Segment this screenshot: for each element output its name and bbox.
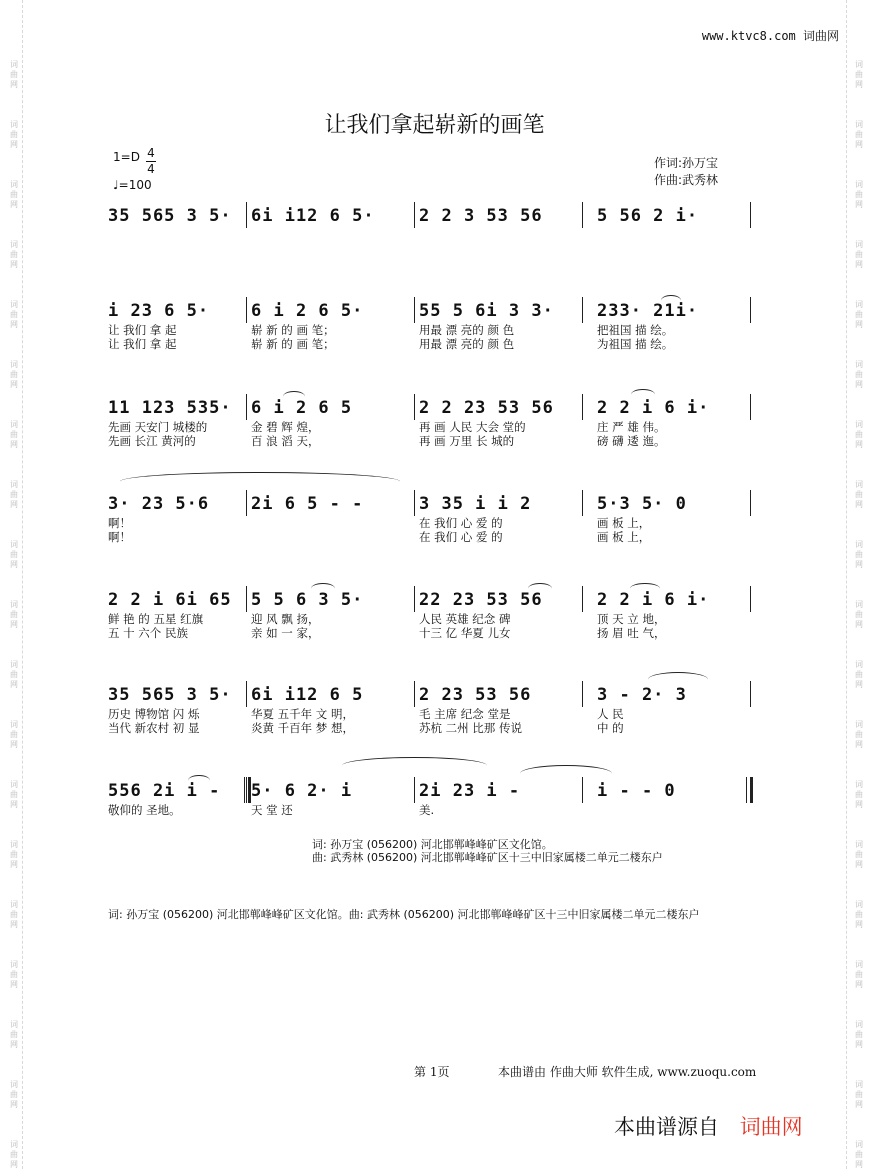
- barline: [246, 777, 247, 803]
- watermark-char: 曲: [855, 610, 863, 619]
- watermark-char: 网: [10, 980, 18, 989]
- quarter-note-icon: ♩: [113, 178, 119, 192]
- measure-notes: 5·3 5· 0: [597, 494, 687, 514]
- watermark-char: 曲: [855, 850, 863, 859]
- watermark-char: 网: [855, 380, 863, 389]
- measure-notes: 2i 6 5 - -: [251, 494, 364, 514]
- watermark-char: 网: [10, 80, 18, 89]
- measure-notes: 6i i12 6 5·: [251, 206, 375, 226]
- watermark-char: 曲: [855, 250, 863, 259]
- tie-mark: [311, 583, 335, 594]
- measure-notes: 3· 23 5·6: [108, 494, 210, 514]
- measure-notes: 35 565 3 5·: [108, 685, 232, 705]
- lyric-verse-2: 为祖国 描 绘。: [597, 337, 674, 351]
- watermark-char: 词: [855, 60, 863, 69]
- watermark-char: 词: [10, 360, 18, 369]
- barline: [414, 297, 415, 323]
- watermark-char: 词: [855, 660, 863, 669]
- barline: [750, 586, 751, 612]
- lyric-verse-1: 崭 新 的 画 笔；: [251, 323, 335, 337]
- measure-notes: 2 2 i 6 i·: [597, 590, 710, 610]
- lyric-verse-2: 百 浪 滔 天，: [251, 434, 320, 448]
- lyric-verse-2: 磅 礴 逶 迤。: [597, 434, 666, 448]
- measure-notes: 2i 23 i -: [419, 781, 521, 801]
- watermark-char: 曲: [10, 610, 18, 619]
- barline: [750, 490, 751, 516]
- lyric-verse-1: 让 我们 拿 起: [108, 323, 177, 337]
- measure-notes: 2 2 i 6i 65: [108, 590, 232, 610]
- watermark-char: 曲: [855, 70, 863, 79]
- watermark-char: 网: [10, 920, 18, 929]
- measure-notes: 2 2 3 53 56: [419, 206, 543, 226]
- measure-notes: i 23 6 5·: [108, 301, 210, 321]
- watermark-char: 词: [855, 300, 863, 309]
- lyric-verse-2: 苏杭 二州 比那 传说: [419, 721, 522, 735]
- watermark-char: 曲: [10, 970, 18, 979]
- measure-notes: 5· 6 2· i: [251, 781, 353, 801]
- watermark-char: 网: [855, 80, 863, 89]
- watermark-char: 网: [855, 260, 863, 269]
- measure-notes: 6 i 2 6 5: [251, 398, 353, 418]
- watermark-char: 网: [10, 680, 18, 689]
- left-margin-watermark-strip: [4, 0, 23, 1169]
- lyric-verse-1: 美.: [419, 803, 435, 817]
- watermark-char: 网: [855, 440, 863, 449]
- lyric-verse-2: 崭 新 的 画 笔；: [251, 337, 335, 351]
- watermark-char: 词: [10, 780, 18, 789]
- watermark-char: 网: [855, 620, 863, 629]
- watermark-char: 网: [10, 1040, 18, 1049]
- watermark-char: 曲: [855, 1090, 863, 1099]
- tie-mark: [342, 757, 487, 774]
- watermark-char: 曲: [10, 130, 18, 139]
- barline: [246, 394, 247, 420]
- watermark-char: 词: [10, 180, 18, 189]
- watermark-char: 词: [855, 360, 863, 369]
- watermark-char: 曲: [10, 1090, 18, 1099]
- barline: [750, 394, 751, 420]
- watermark-char: 网: [10, 440, 18, 449]
- watermark-char: 词: [10, 840, 18, 849]
- watermark-char: 网: [855, 500, 863, 509]
- tie-mark: [528, 583, 552, 594]
- watermark-char: 网: [10, 740, 18, 749]
- barline: [414, 490, 415, 516]
- lyric-verse-1: 人 民: [597, 707, 624, 721]
- song-title: 让我们拿起崭新的画笔: [324, 113, 545, 138]
- lyric-verse-2: 十三 亿 华夏 儿女: [419, 626, 511, 640]
- measure-notes: 3 35 i i 2: [419, 494, 532, 514]
- key-signature: 1=D: [113, 150, 140, 164]
- lyric-verse-2: 让 我们 拿 起: [108, 337, 177, 351]
- barline: [246, 681, 247, 707]
- watermark-char: 词: [855, 1140, 863, 1149]
- barline: [750, 297, 751, 323]
- lyric-verse-1: 庄 严 雄 伟。: [597, 420, 666, 434]
- watermark-char: 曲: [10, 310, 18, 319]
- watermark-char: 网: [855, 560, 863, 569]
- watermark-char: 曲: [855, 430, 863, 439]
- lyric-verse-1: 画 板 上，: [597, 516, 651, 530]
- time-signature-bottom: 4: [147, 162, 155, 176]
- watermark-char: 词: [10, 540, 18, 549]
- address-line-lyricist: 词: 孙万宝 (056200) 河北邯郸峰峰矿区文化馆。: [312, 838, 553, 851]
- watermark-char: 曲: [855, 670, 863, 679]
- barline: [582, 586, 583, 612]
- barline: [246, 586, 247, 612]
- lyric-verse-2: 啊！: [108, 530, 131, 544]
- lyric-verse-1: 人民 英雄 纪念 碑: [419, 612, 511, 626]
- watermark-char: 词: [10, 900, 18, 909]
- lyric-verse-1: 迎 风 飘 扬，: [251, 612, 320, 626]
- lyric-verse-2: 画 板 上，: [597, 530, 651, 544]
- barline: [414, 777, 415, 803]
- measure-notes: 5 56 2 i·: [597, 206, 699, 226]
- watermark-char: 网: [855, 200, 863, 209]
- lyric-verse-1: 再 画 人民 大会 堂的: [419, 420, 526, 434]
- watermark-char: 网: [855, 320, 863, 329]
- watermark-char: 词: [855, 420, 863, 429]
- lyric-verse-1: 金 碧 辉 煌，: [251, 420, 320, 434]
- phrase-slur: [120, 472, 400, 491]
- watermark-char: 词: [855, 840, 863, 849]
- measure-notes: 22 23 53 56: [419, 590, 543, 610]
- watermark-char: 网: [10, 200, 18, 209]
- watermark-char: 词: [855, 720, 863, 729]
- barline: [582, 681, 583, 707]
- watermark-char: 曲: [855, 910, 863, 919]
- measure-notes: 35 565 3 5·: [108, 206, 232, 226]
- watermark-char: 词: [10, 240, 18, 249]
- watermark-char: 曲: [10, 730, 18, 739]
- watermark-char: 网: [10, 140, 18, 149]
- tie-mark: [630, 583, 660, 594]
- lyric-verse-2: 在 我们 心 爱 的: [419, 530, 503, 544]
- measure-notes: 6i i12 6 5: [251, 685, 364, 705]
- lyric-verse-2: 用最 漂 亮的 颜 色: [419, 337, 515, 351]
- tie-mark: [661, 295, 681, 306]
- source-prefix: 本曲谱源自: [614, 1115, 719, 1139]
- watermark-char: 网: [10, 500, 18, 509]
- watermark-char: 词: [10, 120, 18, 129]
- watermark-char: 网: [10, 800, 18, 809]
- barline: [246, 297, 247, 323]
- watermark-char: 网: [855, 1160, 863, 1169]
- source-credit: [614, 1111, 803, 1141]
- watermark-char: 网: [855, 980, 863, 989]
- watermark-char: 网: [10, 1160, 18, 1169]
- composer-credit: 作曲:武秀林: [654, 173, 719, 187]
- watermark-char: 网: [855, 740, 863, 749]
- tie-mark: [520, 765, 612, 782]
- watermark-char: 曲: [10, 550, 18, 559]
- watermark-char: 网: [855, 800, 863, 809]
- time-signature-top: 4: [147, 146, 155, 160]
- measure-notes: 5 5 6 3 5·: [251, 590, 364, 610]
- measure-notes: 11 123 535·: [108, 398, 232, 418]
- watermark-char: 网: [10, 320, 18, 329]
- lyric-verse-1: 华夏 五千年 文 明，: [251, 707, 354, 721]
- measure-notes: 3 - 2· 3: [597, 685, 687, 705]
- tie-mark: [283, 391, 305, 402]
- watermark-char: 网: [855, 1040, 863, 1049]
- watermark-char: 词: [10, 1080, 18, 1089]
- watermark-char: 曲: [855, 1150, 863, 1159]
- watermark-char: 曲: [10, 250, 18, 259]
- tie-mark: [631, 389, 655, 400]
- lyric-verse-2: 中 的: [597, 721, 624, 735]
- watermark-char: 曲: [10, 670, 18, 679]
- watermark-char: 词: [855, 1020, 863, 1029]
- watermark-char: 网: [10, 380, 18, 389]
- watermark-char: 曲: [10, 70, 18, 79]
- watermark-char: 词: [10, 420, 18, 429]
- site-header[interactable]: www.ktvc8.com 词曲网: [701, 29, 839, 43]
- watermark-char: 词: [10, 60, 18, 69]
- watermark-char: 词: [10, 480, 18, 489]
- watermark-char: 曲: [855, 310, 863, 319]
- watermark-char: 网: [855, 920, 863, 929]
- watermark-char: 曲: [855, 1030, 863, 1039]
- measure-notes: 6 i 2 6 5·: [251, 301, 364, 321]
- lyricist-credit: 作词:孙万宝: [654, 156, 719, 170]
- lyric-verse-2: 扬 眉 吐 气，: [597, 626, 666, 640]
- watermark-char: 网: [855, 680, 863, 689]
- measure-notes: 55 5 6i 3 3·: [419, 301, 554, 321]
- watermark-char: 词: [855, 900, 863, 909]
- final-barline: [750, 777, 753, 803]
- measure-notes: 2 2 i 6 i·: [597, 398, 710, 418]
- watermark-char: 词: [10, 960, 18, 969]
- lyric-verse-1: 把祖国 描 绘。: [597, 323, 674, 337]
- watermark-char: 曲: [10, 850, 18, 859]
- watermark-char: 词: [855, 600, 863, 609]
- watermark-char: 词: [10, 660, 18, 669]
- barline: [582, 490, 583, 516]
- right-margin-watermark-strip: [846, 0, 865, 1169]
- watermark-char: 曲: [10, 1150, 18, 1159]
- watermark-char: 网: [10, 260, 18, 269]
- measure-notes: 233· 21i·: [597, 301, 699, 321]
- watermark-char: 曲: [10, 370, 18, 379]
- barline: [414, 681, 415, 707]
- barline: [582, 202, 583, 228]
- watermark-char: 网: [10, 620, 18, 629]
- watermark-char: 网: [10, 860, 18, 869]
- watermark-char: 曲: [855, 130, 863, 139]
- address-full-line: 词: 孙万宝 (056200) 河北邯郸峰峰矿区文化馆。曲: 武秀林 (056200) 河北邯郸峰峰矿区十三中旧家属楼二单元二楼东户: [108, 908, 700, 921]
- lyric-verse-2: 炎黄 千百年 梦 想，: [251, 721, 354, 735]
- lyric-verse-1: 天 堂 还: [251, 803, 293, 817]
- watermark-char: 网: [10, 560, 18, 569]
- barline: [414, 586, 415, 612]
- watermark-char: 网: [10, 1100, 18, 1109]
- watermark-char: 词: [855, 480, 863, 489]
- lyric-verse-1: 先画 天安门 城楼的: [108, 420, 208, 434]
- page-number: 第 1页: [414, 1065, 450, 1079]
- measure-notes: i - - 0: [597, 781, 676, 801]
- watermark-char: 词: [855, 1080, 863, 1089]
- watermark-char: 曲: [855, 970, 863, 979]
- repeat-barline: [244, 777, 245, 803]
- watermark-char: 词: [10, 720, 18, 729]
- barline: [750, 681, 751, 707]
- tie-mark: [188, 775, 210, 786]
- barline: [414, 394, 415, 420]
- address-line-composer: 曲: 武秀林 (056200) 河北邯郸峰峰矿区十三中旧家属楼二单元二楼东户: [312, 851, 663, 864]
- lyric-verse-1: 敬仰的 圣地。: [108, 803, 181, 817]
- lyric-verse-1: 用最 漂 亮的 颜 色: [419, 323, 515, 337]
- watermark-char: 曲: [855, 550, 863, 559]
- lyric-verse-2: 亲 如 一 家，: [251, 626, 320, 640]
- watermark-char: 曲: [10, 910, 18, 919]
- lyric-verse-1: 历史 博物馆 闪 烁: [108, 707, 200, 721]
- lyric-verse-1: 鲜 艳 的 五星 红旗: [108, 612, 204, 626]
- lyric-verse-2: 当代 新农村 初 显: [108, 721, 200, 735]
- lyric-verse-2: 五 十 六个 民族: [108, 626, 188, 640]
- measure-notes: 2 2 23 53 56: [419, 398, 554, 418]
- watermark-char: 曲: [855, 730, 863, 739]
- watermark-char: 词: [855, 120, 863, 129]
- watermark-char: 曲: [10, 790, 18, 799]
- tie-mark: [648, 672, 708, 687]
- barline: [750, 202, 751, 228]
- watermark-char: 词: [855, 780, 863, 789]
- watermark-char: 词: [10, 1140, 18, 1149]
- barline: [414, 202, 415, 228]
- watermark-char: 网: [855, 1100, 863, 1109]
- lyric-verse-2: 先画 长江 黄河的: [108, 434, 196, 448]
- watermark-char: 词: [855, 240, 863, 249]
- watermark-char: 曲: [10, 190, 18, 199]
- watermark-char: 网: [855, 860, 863, 869]
- lyric-verse-1: 在 我们 心 爱 的: [419, 516, 503, 530]
- measure-notes: 556 2i i -: [108, 781, 221, 801]
- watermark-char: 词: [855, 960, 863, 969]
- watermark-char: 网: [855, 140, 863, 149]
- lyric-verse-1: 啊！: [108, 516, 131, 530]
- watermark-char: 曲: [855, 490, 863, 499]
- watermark-char: 曲: [10, 430, 18, 439]
- barline: [246, 490, 247, 516]
- repeat-barline: [248, 777, 251, 803]
- watermark-char: 曲: [855, 790, 863, 799]
- barline: [246, 202, 247, 228]
- watermark-char: 词: [10, 300, 18, 309]
- watermark-char: 词: [855, 540, 863, 549]
- watermark-char: 词: [10, 1020, 18, 1029]
- generator-credit[interactable]: 本曲谱由 作曲大师 软件生成, www.zuoqu.com: [498, 1065, 757, 1079]
- lyric-verse-1: 毛 主席 纪念 堂是: [419, 707, 511, 721]
- watermark-char: 曲: [10, 490, 18, 499]
- final-barline: [746, 777, 747, 803]
- watermark-char: 曲: [10, 1030, 18, 1039]
- source-site-link[interactable]: 词曲网: [739, 1115, 803, 1139]
- barline: [582, 297, 583, 323]
- lyric-verse-1: 顶 天 立 地，: [597, 612, 666, 626]
- watermark-char: 曲: [855, 190, 863, 199]
- barline: [582, 394, 583, 420]
- tempo-marking: ♩=100: [113, 178, 152, 192]
- lyric-verse-2: 再 画 万里 长 城的: [419, 434, 515, 448]
- watermark-char: 词: [10, 600, 18, 609]
- watermark-char: 词: [855, 180, 863, 189]
- measure-notes: 2 23 53 56: [419, 685, 532, 705]
- time-signature: [146, 146, 156, 177]
- watermark-char: 曲: [855, 370, 863, 379]
